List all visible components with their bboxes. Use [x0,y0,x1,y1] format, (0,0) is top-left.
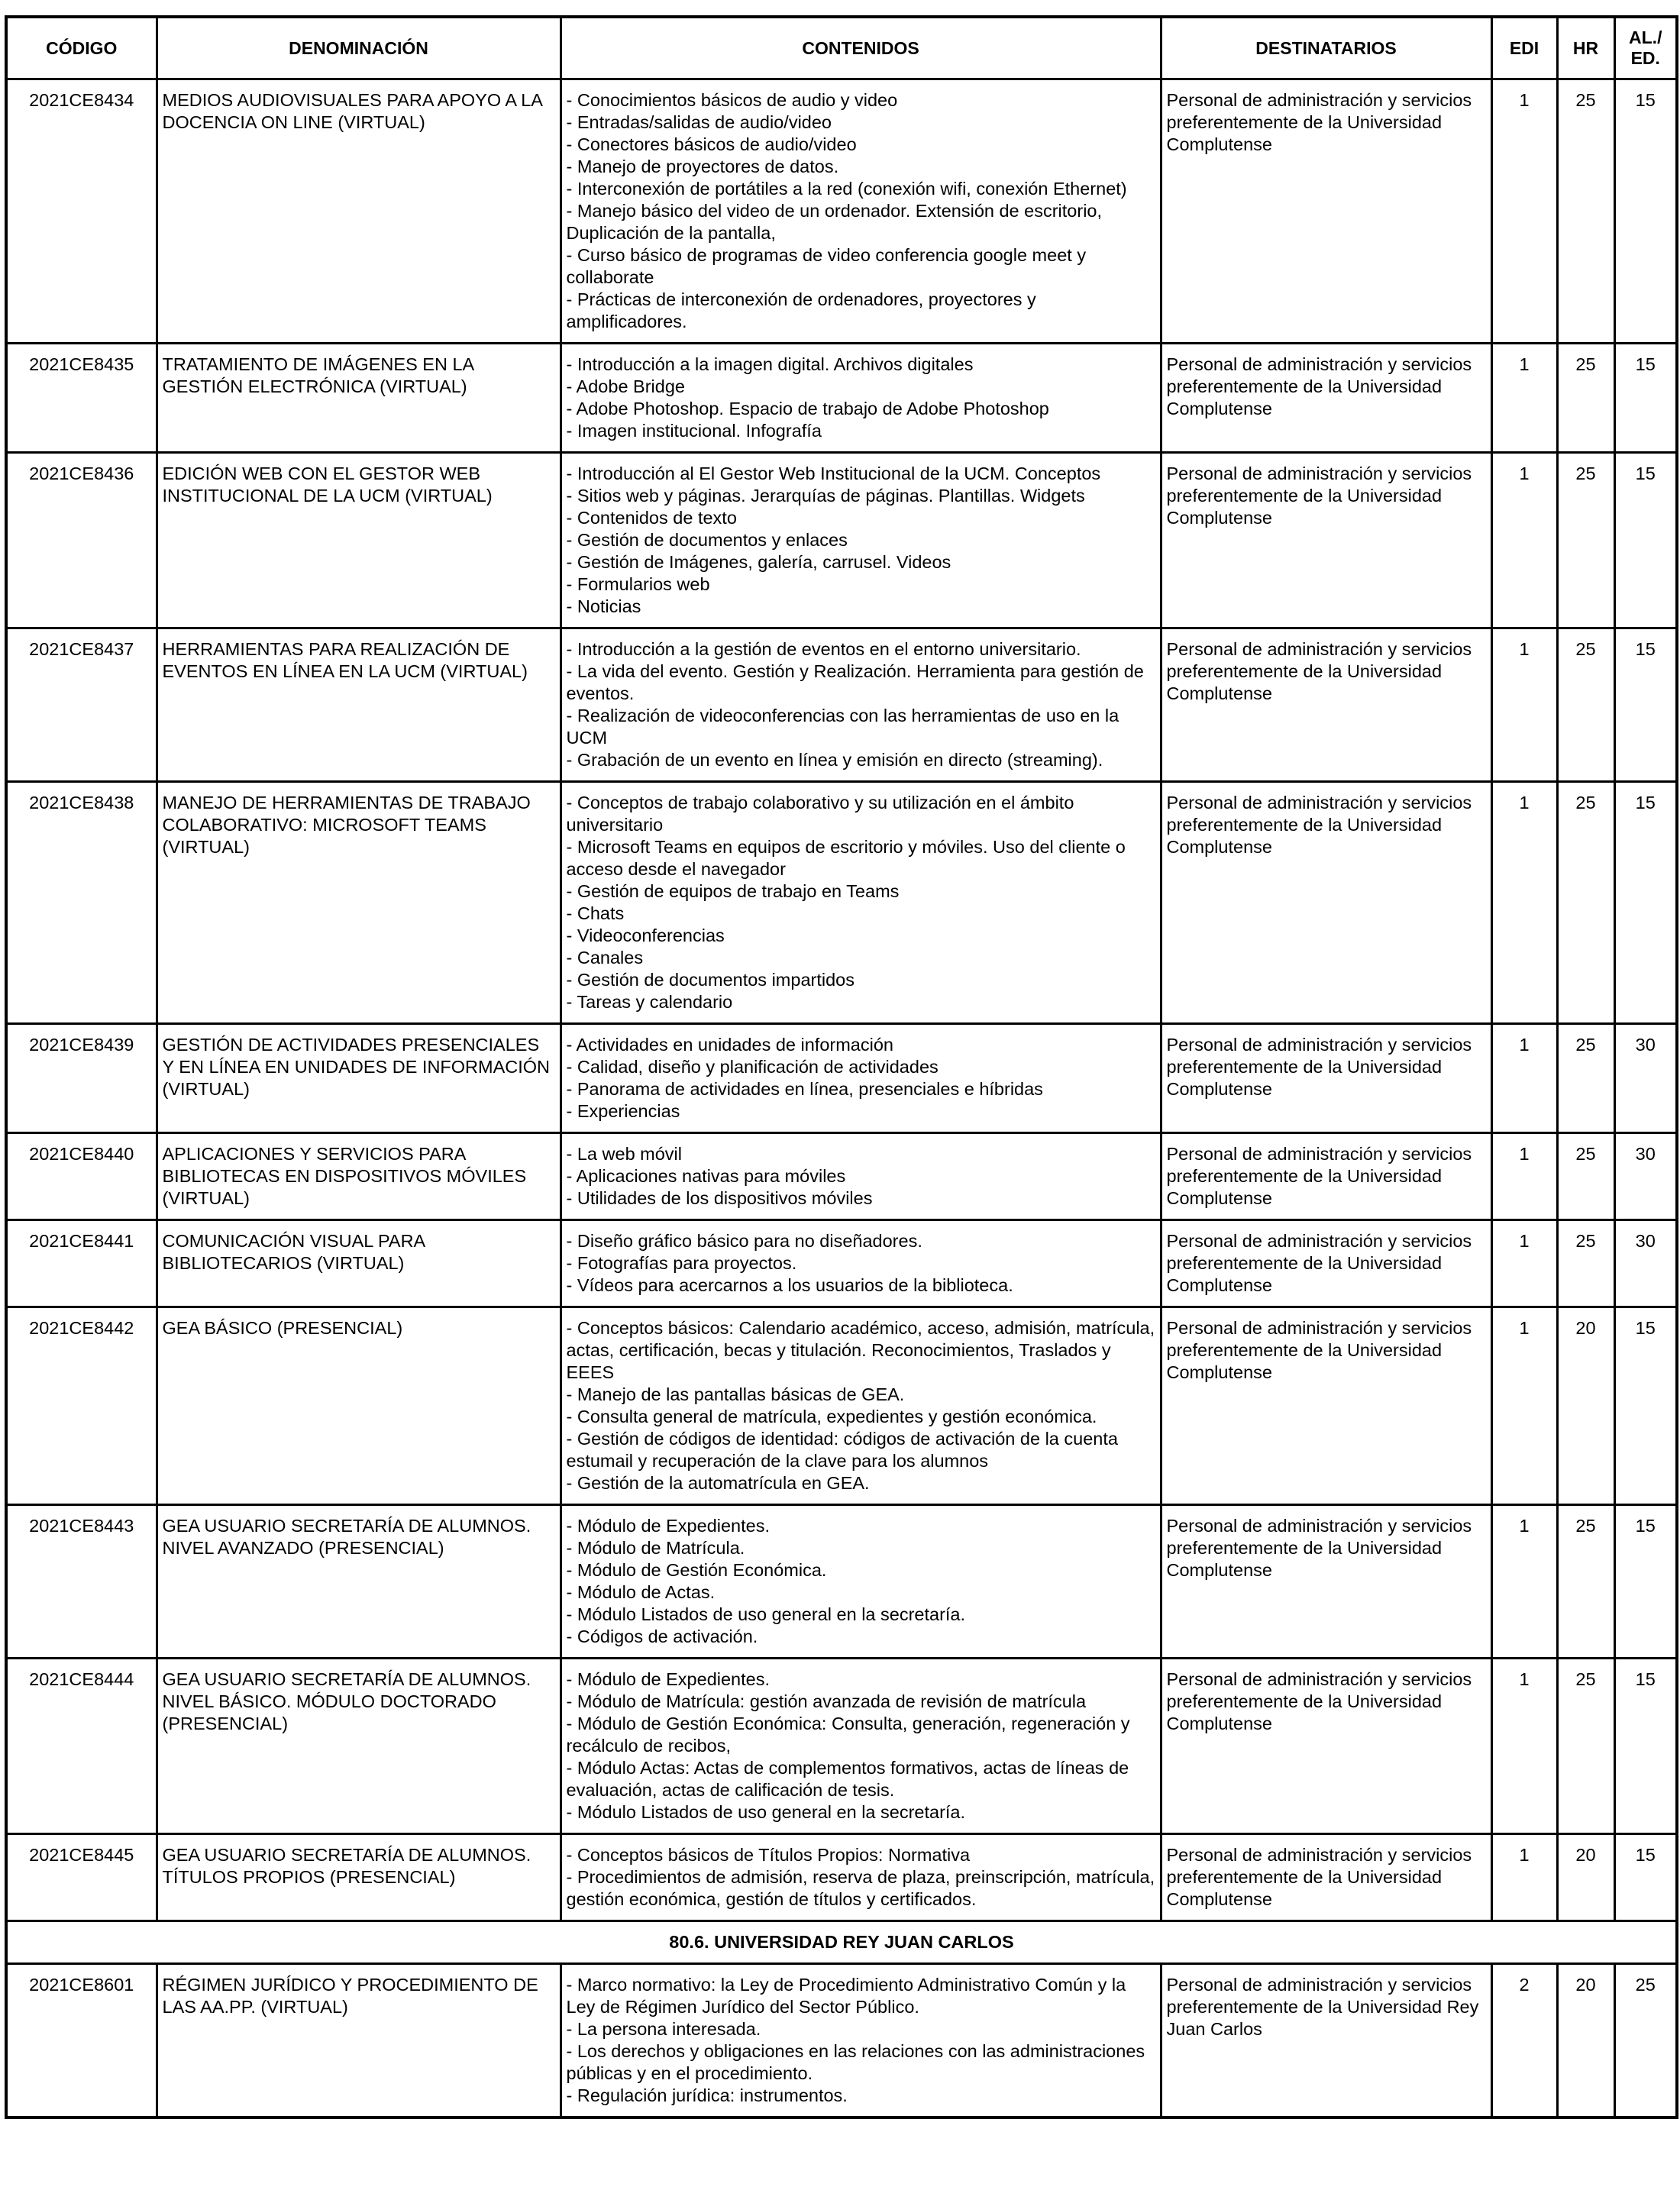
content-line: - Canales [566,948,644,968]
content-line: - Vídeos para acercarnos a los usuarios de la biblioteca. [566,1275,1013,1295]
cell-audience: Personal de administración y servicios preferentemente de la Universidad Complutense [1161,344,1491,453]
cell-code: 2021CE8435 [6,344,157,453]
cell-name: MANEJO DE HERRAMIENTAS DE TRABAJO COLABORATIVO: MICROSOFT TEAMS (VIRTUAL) [157,782,561,1024]
content-line: - Grabación de un evento en línea y emisión en directo (streaming). [566,750,1103,770]
table-row [6,782,1677,1024]
content-line: - Experiencias [566,1101,680,1121]
cell-name: RÉGIMEN JURÍDICO Y PROCEDIMIENTO DE LAS AA.PP. (VIRTUAL) [157,1964,561,2118]
content-line: - Gestión de códigos de identidad: códigos de activación de la cuenta estumail y recuperación de la clave para los alumnos [566,1429,1118,1471]
content-line: - Adobe Photoshop. Espacio de trabajo de Adobe Photoshop [566,399,1049,418]
cell-audience: Personal de administración y servicios preferentemente de la Universidad Complutense [1161,79,1491,344]
cell-edi: 1 [1491,1024,1557,1133]
cell-code: 2021CE8445 [6,1834,157,1921]
content-line: - Módulo de Actas. [566,1582,716,1602]
cell-edi: 1 [1491,628,1557,782]
courses-table [5,15,1678,2119]
header-al-line2: ED. [1630,48,1660,68]
content-line: - Formularios web [566,574,710,594]
content-line: - Actividades en unidades de información [566,1035,893,1055]
cell-audience: Personal de administración y servicios preferentemente de la Universidad Complutense [1161,628,1491,782]
cell-audience: Personal de administración y servicios preferentemente de la Universidad Complutense [1161,1834,1491,1921]
content-line: - Conocimientos básicos de audio y video [566,90,898,110]
cell-hr: 20 [1557,1307,1614,1505]
cell-contents [561,1834,1161,1921]
cell-edi: 1 [1491,79,1557,344]
content-line: - Conceptos básicos: Calendario académico, acceso, admisión, matrícula, actas, certificación, becas y titulación. Reconocimientos, Traslados y EEES [566,1318,1155,1382]
cell-edi: 1 [1491,1220,1557,1307]
content-line: - Fotografías para proyectos. [566,1253,797,1273]
content-line: - Diseño gráfico básico para no diseñadores. [566,1231,922,1251]
content-line: - La persona interesada. [566,2019,761,2039]
cell-hr: 25 [1557,628,1614,782]
cell-name: GEA USUARIO SECRETARÍA DE ALUMNOS. TÍTULOS PROPIOS (PRESENCIAL) [157,1834,561,1921]
content-line: - Conceptos básicos de Títulos Propios: Normativa [566,1845,971,1865]
content-line: - Imagen institucional. Infografía [566,421,822,441]
content-line: - Calidad, diseño y planificación de actividades [566,1057,939,1077]
cell-audience: Personal de administración y servicios preferentemente de la Universidad Complutense [1161,1024,1491,1133]
cell-contents [561,1133,1161,1220]
cell-name: APLICACIONES Y SERVICIOS PARA BIBLIOTECAS EN DISPOSITIVOS MÓVILES (VIRTUAL) [157,1133,561,1220]
cell-code: 2021CE8443 [6,1505,157,1659]
cell-audience: Personal de administración y servicios preferentemente de la Universidad Complutense [1161,1307,1491,1505]
table-row [6,1307,1677,1505]
content-line: - Módulo de Gestión Económica: Consulta, generación, regeneración y recálculo de recibos, [566,1714,1130,1756]
cell-hr: 25 [1557,453,1614,628]
cell-contents [561,1505,1161,1659]
cell-name: HERRAMIENTAS PARA REALIZACIÓN DE EVENTOS EN LÍNEA EN LA UCM (VIRTUAL) [157,628,561,782]
cell-hr: 25 [1557,1505,1614,1659]
cell-name: COMUNICACIÓN VISUAL PARA BIBLIOTECARIOS (VIRTUAL) [157,1220,561,1307]
content-line: - Gestión de documentos impartidos [566,970,855,990]
cell-name: MEDIOS AUDIOVISUALES PARA APOYO A LA DOCENCIA ON LINE (VIRTUAL) [157,79,561,344]
cell-al: 15 [1614,1307,1677,1505]
cell-hr: 25 [1557,782,1614,1024]
content-line: - Curso básico de programas de video conferencia google meet y collaborate [566,245,1087,287]
cell-hr: 25 [1557,1659,1614,1834]
content-line: - Módulo de Gestión Económica. [566,1560,827,1580]
table-row [6,1505,1677,1659]
content-line: - Gestión de Imágenes, galería, carrusel. Videos [566,552,951,572]
cell-edi: 1 [1491,453,1557,628]
content-line: - Introducción al El Gestor Web Institucional de la UCM. Conceptos [566,464,1101,483]
cell-al: 15 [1614,1505,1677,1659]
header-name: DENOMINACIÓN [157,17,561,79]
cell-name: GEA BÁSICO (PRESENCIAL) [157,1307,561,1505]
cell-al: 30 [1614,1220,1677,1307]
content-line: - Consulta general de matrícula, expedientes y gestión económica. [566,1407,1097,1426]
content-line: - Módulo de Expedientes. [566,1669,770,1689]
cell-audience: Personal de administración y servicios preferentemente de la Universidad Complutense [1161,1505,1491,1659]
cell-audience: Personal de administración y servicios preferentemente de la Universidad Complutense [1161,1659,1491,1834]
table-row [6,1964,1677,2118]
content-line: - Introducción a la gestión de eventos en el entorno universitario. [566,639,1081,659]
cell-hr: 25 [1557,1024,1614,1133]
content-line: - Manejo básico del video de un ordenador. Extensión de escritorio, Duplicación de la pantalla, [566,201,1103,243]
table-row [6,1659,1677,1834]
content-line: - La vida del evento. Gestión y Realización. Herramienta para gestión de eventos. [566,661,1144,703]
content-line: - Regulación jurídica: instrumentos. [566,2085,848,2105]
cell-name: GESTIÓN DE ACTIVIDADES PRESENCIALES Y EN LÍNEA EN UNIDADES DE INFORMACIÓN (VIRTUAL) [157,1024,561,1133]
cell-contents [561,782,1161,1024]
header-row [6,17,1677,79]
cell-audience: Personal de administración y servicios preferentemente de la Universidad Complutense [1161,782,1491,1024]
table-row [6,79,1677,344]
cell-contents [561,344,1161,453]
cell-contents [561,1220,1161,1307]
cell-hr: 25 [1557,344,1614,453]
cell-al: 15 [1614,453,1677,628]
header-code: CÓDIGO [6,17,157,79]
cell-edi: 1 [1491,1834,1557,1921]
cell-code: 2021CE8436 [6,453,157,628]
cell-edi: 1 [1491,1505,1557,1659]
content-line: - Adobe Bridge [566,376,685,396]
content-line: - Introducción a la imagen digital. Archivos digitales [566,354,974,374]
content-line: - Módulo de Matrícula: gestión avanzada de revisión de matrícula [566,1691,1087,1711]
content-line: - Gestión de documentos y enlaces [566,530,848,550]
cell-al: 15 [1614,1834,1677,1921]
table-row [6,1133,1677,1220]
cell-hr: 20 [1557,1964,1614,2118]
header-hr: HR [1557,17,1614,79]
header-al-line1: AL./ [1629,27,1662,47]
cell-code: 2021CE8441 [6,1220,157,1307]
header-audience: DESTINATARIOS [1161,17,1491,79]
content-line: - Prácticas de interconexión de ordenadores, proyectores y amplificadores. [566,289,1036,331]
content-line: - Tareas y calendario [566,992,733,1012]
cell-hr: 25 [1557,79,1614,344]
cell-al: 25 [1614,1964,1677,2118]
cell-contents [561,628,1161,782]
cell-contents [561,1659,1161,1834]
cell-hr: 25 [1557,1220,1614,1307]
content-line: - Manejo de proyectores de datos. [566,157,839,176]
cell-name: TRATAMIENTO DE IMÁGENES EN LA GESTIÓN ELECTRÓNICA (VIRTUAL) [157,344,561,453]
table-row [6,1220,1677,1307]
header-al [1614,17,1677,79]
table-row [6,1834,1677,1921]
cell-contents [561,1307,1161,1505]
section-row [6,1921,1677,1964]
cell-contents [561,1964,1161,2118]
content-line: - Gestión de la automatrícula en GEA. [566,1473,870,1493]
content-line: - Panorama de actividades en línea, presenciales e híbridas [566,1079,1043,1099]
cell-audience: Personal de administración y servicios preferentemente de la Universidad Complutense [1161,453,1491,628]
cell-code: 2021CE8437 [6,628,157,782]
table-row [6,453,1677,628]
content-line: - Procedimientos de admisión, reserva de plaza, preinscripción, matrícula, gestión económica, gestión de títulos y certificados. [566,1867,1155,1909]
cell-name: GEA USUARIO SECRETARÍA DE ALUMNOS. NIVEL BÁSICO. MÓDULO DOCTORADO (PRESENCIAL) [157,1659,561,1834]
content-line: - Sitios web y páginas. Jerarquías de páginas. Plantillas. Widgets [566,486,1085,506]
cell-name: EDICIÓN WEB CON EL GESTOR WEB INSTITUCIONAL DE LA UCM (VIRTUAL) [157,453,561,628]
cell-audience: Personal de administración y servicios preferentemente de la Universidad Complutense [1161,1220,1491,1307]
cell-al: 15 [1614,344,1677,453]
content-line: - Módulo de Expedientes. [566,1516,770,1536]
cell-hr: 20 [1557,1834,1614,1921]
content-line: - Módulo Listados de uso general en la secretaría. [566,1802,966,1822]
content-line: - Videoconferencias [566,926,725,945]
cell-al: 15 [1614,79,1677,344]
content-line: - Aplicaciones nativas para móviles [566,1166,846,1186]
content-line: - Entradas/salidas de audio/video [566,112,832,132]
content-line: - Módulo de Matrícula. [566,1538,745,1558]
cell-edi: 1 [1491,344,1557,453]
cell-contents [561,453,1161,628]
content-line: - Contenidos de texto [566,508,737,528]
cell-edi: 2 [1491,1964,1557,2118]
table-row [6,344,1677,453]
content-line: - Manejo de las pantallas básicas de GEA. [566,1384,905,1404]
content-line: - Módulo Listados de uso general en la secretaría. [566,1604,966,1624]
cell-edi: 1 [1491,1659,1557,1834]
content-line: - Microsoft Teams en equipos de escritorio y móviles. Uso del cliente o acceso desde el navegador [566,837,1126,879]
content-line: - Códigos de activación. [566,1627,758,1646]
cell-code: 2021CE8438 [6,782,157,1024]
content-line: - Interconexión de portátiles a la red (conexión wifi, conexión Ethernet) [566,179,1127,199]
content-line: - Realización de videoconferencias con las herramientas de uso en la UCM [566,706,1119,748]
cell-al: 15 [1614,1659,1677,1834]
section-title: 80.6. UNIVERSIDAD REY JUAN CARLOS [6,1921,1677,1964]
content-line: - La web móvil [566,1144,682,1164]
cell-code: 2021CE8601 [6,1964,157,2118]
cell-audience: Personal de administración y servicios preferentemente de la Universidad Complutense [1161,1133,1491,1220]
cell-audience: Personal de administración y servicios preferentemente de la Universidad Rey Juan Carlos [1161,1964,1491,2118]
cell-code: 2021CE8440 [6,1133,157,1220]
table-row [6,628,1677,782]
cell-al: 30 [1614,1024,1677,1133]
cell-code: 2021CE8434 [6,79,157,344]
cell-code: 2021CE8442 [6,1307,157,1505]
cell-name: GEA USUARIO SECRETARÍA DE ALUMNOS. NIVEL AVANZADO (PRESENCIAL) [157,1505,561,1659]
content-line: - Marco normativo: la Ley de Procedimiento Administrativo Común y la Ley de Régimen Jurídico del Sector Público. [566,1975,1126,2017]
content-line: - Noticias [566,596,641,616]
cell-contents [561,1024,1161,1133]
cell-edi: 1 [1491,782,1557,1024]
cell-al: 15 [1614,628,1677,782]
cell-code: 2021CE8444 [6,1659,157,1834]
cell-edi: 1 [1491,1133,1557,1220]
content-line: - Utilidades de los dispositivos móviles [566,1188,873,1208]
cell-edi: 1 [1491,1307,1557,1505]
cell-code: 2021CE8439 [6,1024,157,1133]
cell-hr: 25 [1557,1133,1614,1220]
content-line: - Gestión de equipos de trabajo en Teams [566,881,900,901]
cell-al: 30 [1614,1133,1677,1220]
cell-al: 15 [1614,782,1677,1024]
header-contents: CONTENIDOS [561,17,1161,79]
table-row [6,1024,1677,1133]
content-line: - Conceptos de trabajo colaborativo y su utilización en el ámbito universitario [566,793,1074,835]
cell-contents [561,79,1161,344]
content-line: - Los derechos y obligaciones en las relaciones con las administraciones públicas y en el procedimiento. [566,2041,1145,2083]
content-line: - Chats [566,903,625,923]
table-body [6,79,1677,2118]
header-edi: EDI [1491,17,1557,79]
content-line: - Módulo Actas: Actas de complementos formativos, actas de líneas de evaluación, actas de calificación de tesis. [566,1758,1129,1800]
content-line: - Conectores básicos de audio/video [566,134,857,154]
